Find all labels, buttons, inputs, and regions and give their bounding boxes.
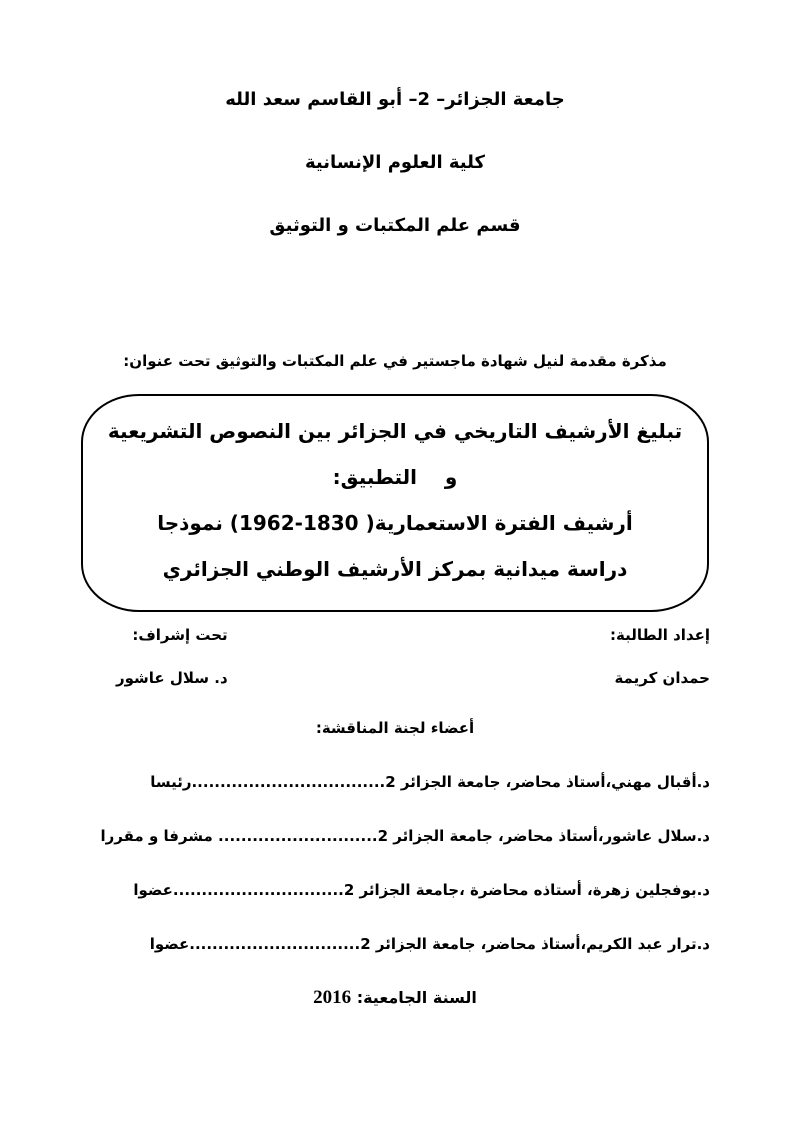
- student-label: إعداد الطالبة:: [610, 626, 710, 644]
- thesis-title-line-2: و التطبيق:: [332, 465, 458, 489]
- committee-member-1: د.أقبال مهني،أستاذ محاضر، جامعة الجزائر 2..................................رئيسا: [150, 773, 710, 791]
- supervisor-column: [116, 624, 228, 689]
- preparation-row: [116, 624, 710, 689]
- thesis-title-line-3: أرشيف الفترة الاستعمارية( 1830-1962) نموذجا: [157, 511, 633, 535]
- faculty-name: كلية العلوم الإنسانية: [305, 152, 485, 173]
- university-name: جامعة الجزائر– 2– أبو القاسم سعد الله: [225, 89, 565, 110]
- committee-member-3: د.بوفجلين زهرة، أستاذه محاضرة ،جامعة الجزائر 2..............................عضوا: [133, 881, 710, 899]
- student-name: حمدان كريمة: [614, 669, 710, 687]
- committee-member-2: د.سلال عاشور،أستاذ محاضر، جامعة الجزائر 2............................ مشرفا و مقررا: [100, 827, 710, 845]
- committee-member-4: د.ترار عبد الكريم،أستاذ محاضر، جامعة الجزائر 2..............................عضوا: [149, 935, 710, 953]
- thesis-title-line-1: تبليغ الأرشيف التاريخي في الجزائر بين النصوص التشريعية: [107, 419, 683, 443]
- student-column: [610, 624, 710, 689]
- academic-year-value: 2016: [313, 987, 352, 1008]
- academic-year-line: [0, 987, 790, 1009]
- department-name: قسم علم المكتبات و التوثيق: [269, 215, 521, 236]
- thesis-title-line-4: دراسة ميدانية بمركز الأرشيف الوطني الجزائري: [162, 557, 628, 581]
- supervisor-label: تحت إشراف:: [132, 626, 228, 644]
- committee-heading: أعضاء لجنة المناقشة:: [315, 719, 475, 737]
- supervisor-name: د. سلال عاشور: [116, 669, 228, 687]
- academic-year-label: السنة الجامعية:: [356, 988, 477, 1007]
- thesis-title-box: [81, 394, 709, 612]
- memo-statement: مذكرة مقدمة لنيل شهادة ماجستير في علم المكتبات والتوثيق تحت عنوان:: [123, 352, 667, 370]
